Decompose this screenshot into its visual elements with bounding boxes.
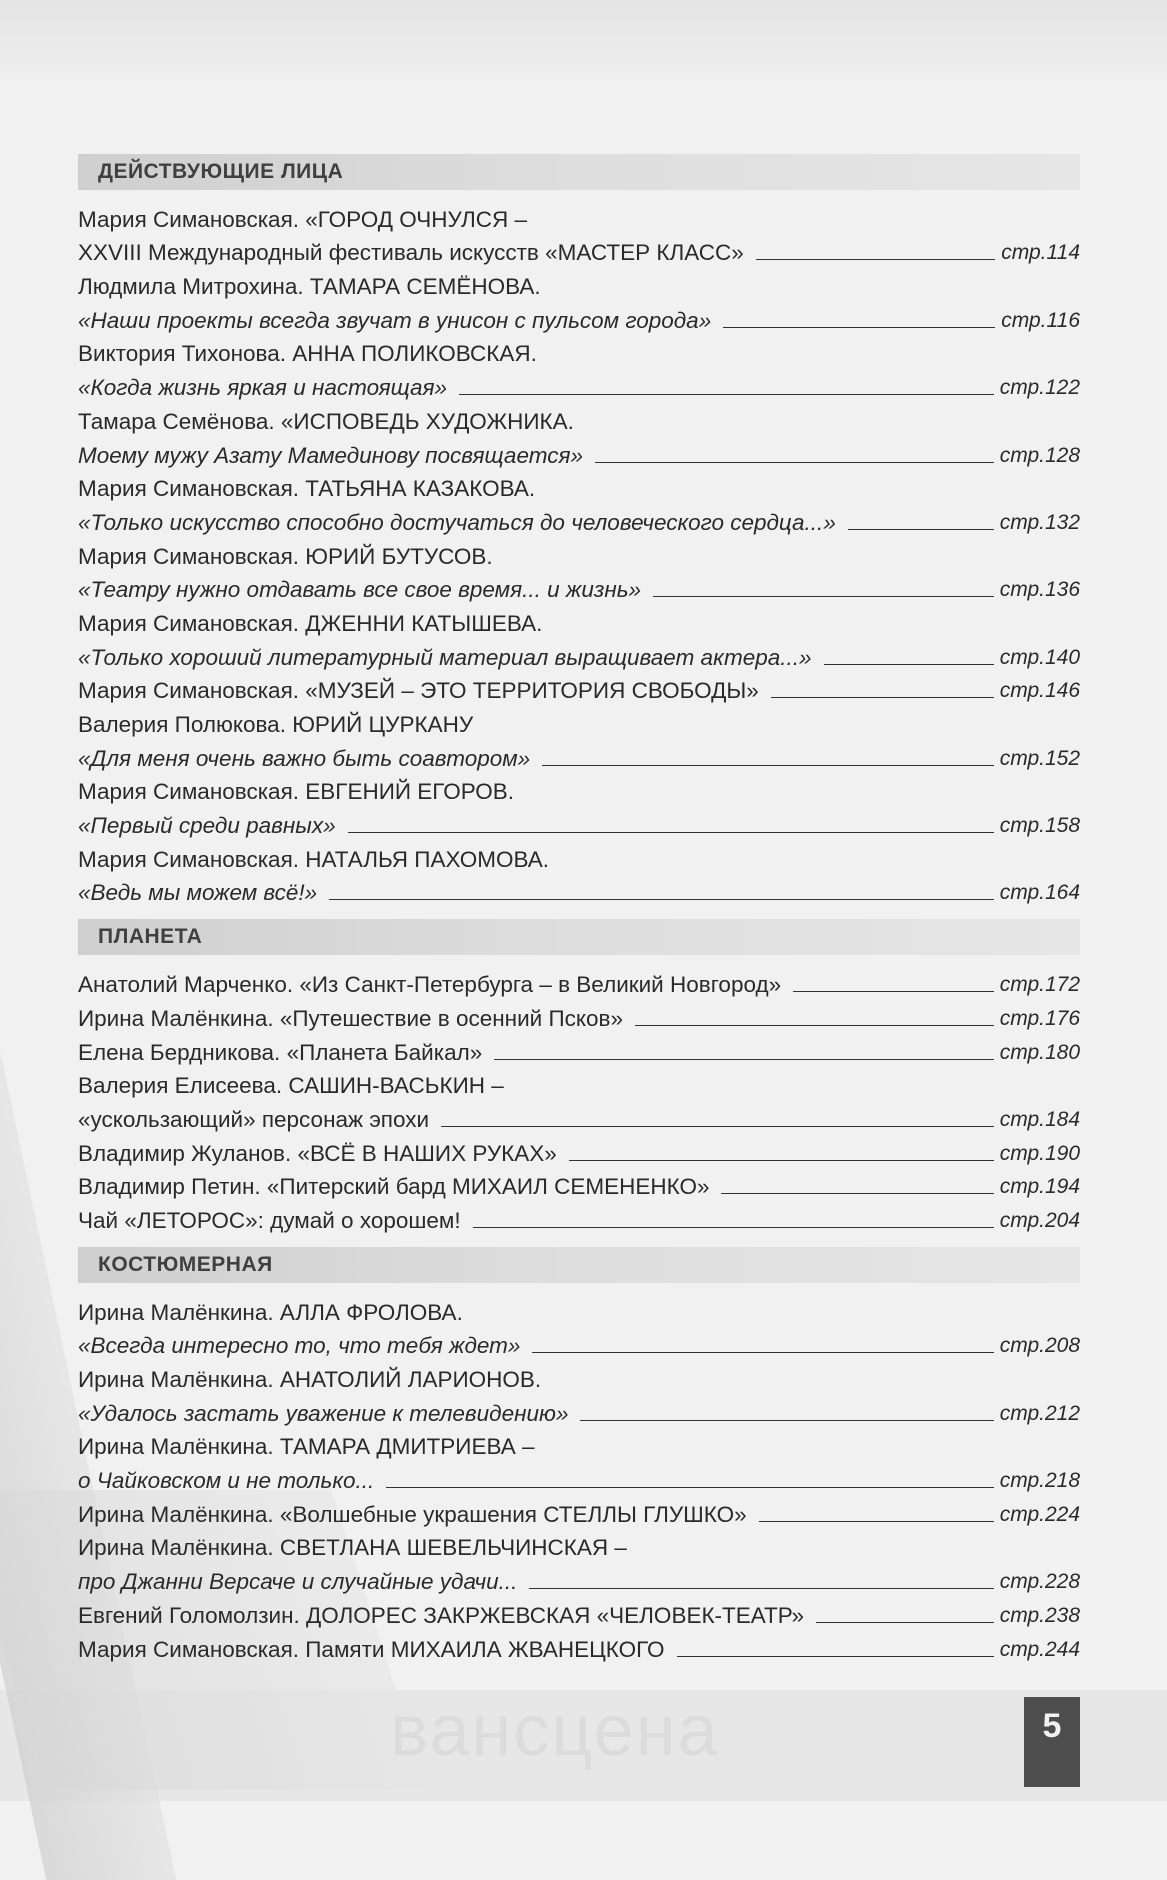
toc-entry-text: Анатолий Марченко. «Из Санкт-Петербурга – в Великий Новгород» — [78, 972, 782, 998]
toc-line — [78, 301, 1080, 335]
toc-entry[interactable] — [78, 672, 1080, 706]
page-number: 5 — [1024, 1697, 1080, 1787]
toc-entry-text: XXVIII Международный фестиваль искусств «МАСТЕР КЛАСС» — [78, 240, 744, 266]
leader-line — [494, 1059, 993, 1060]
toc-entry-text: Тамара Семёнова. «ИСПОВЕДЬ ХУДОЖНИКА. — [78, 408, 574, 434]
leader-line — [759, 1521, 994, 1522]
leader-line — [542, 765, 993, 766]
toc-line — [78, 1033, 1080, 1067]
toc-entry[interactable] — [78, 402, 1080, 469]
toc-line — [78, 604, 1080, 638]
toc-entry[interactable] — [78, 604, 1080, 671]
toc-page-ref: стр.158 — [999, 814, 1080, 838]
toc-entry[interactable] — [78, 1033, 1080, 1067]
toc-line — [78, 503, 1080, 537]
section-header — [78, 1247, 1080, 1283]
leader-line — [653, 596, 994, 597]
toc-entry[interactable] — [78, 1529, 1080, 1596]
toc-line — [78, 335, 1080, 369]
leader-line — [532, 1352, 993, 1353]
toc-line — [78, 1630, 1080, 1664]
toc-page-ref: стр.122 — [999, 376, 1080, 400]
toc-line — [78, 1134, 1080, 1168]
toc-entry-text: про Джанни Версаче и случайные удачи... — [78, 1569, 518, 1595]
toc-entry[interactable] — [78, 1067, 1080, 1134]
toc-entry-text: Моему мужу Азату Мамединову посвящается» — [78, 442, 583, 468]
toc-page-ref: стр.238 — [999, 1603, 1080, 1627]
leader-line — [529, 1588, 993, 1589]
toc-entry[interactable] — [78, 335, 1080, 402]
toc-line — [78, 1495, 1080, 1529]
toc-line — [78, 368, 1080, 402]
section-title: ДЕЙСТВУЮЩИЕ ЛИЦА — [98, 160, 344, 183]
toc-entry-text: «Театру нужно отдавать все свое время... и жизнь» — [78, 577, 642, 603]
toc-entry-text: Мария Симановская. «ГОРОД ОЧНУЛСЯ – — [78, 206, 528, 232]
top-shade — [0, 0, 1167, 80]
leader-line — [677, 1656, 994, 1657]
toc-entry[interactable] — [78, 1630, 1080, 1664]
toc-entry-text: «ускользающий» персонаж эпохи — [78, 1106, 430, 1132]
toc-page-ref: стр.132 — [999, 510, 1080, 534]
toc-page-ref: стр.136 — [999, 578, 1080, 602]
toc-line — [78, 1529, 1080, 1563]
toc-line — [78, 1394, 1080, 1428]
toc-line — [78, 638, 1080, 672]
toc-entry-text: Валерия Елисеева. САШИН-ВАСЬКИН – — [78, 1073, 504, 1099]
toc-line — [78, 402, 1080, 436]
toc-entry-text: Ирина Малёнкина. АНАТОЛИЙ ЛАРИОНОВ. — [78, 1367, 542, 1392]
toc-page-ref: стр.184 — [999, 1107, 1080, 1131]
toc-line — [78, 840, 1080, 874]
toc-entry-text: Чай «ЛЕТОРОС»: думай о хорошем! — [78, 1207, 461, 1233]
toc-entry-text: Ирина Малёнкина. «Волшебные украшения СТЕЛЛЫ ГЛУШКО» — [78, 1501, 747, 1527]
toc-entry-text: Мария Симановская. НАТАЛЬЯ ПАХОМОВА. — [78, 846, 549, 872]
toc-line — [78, 1067, 1080, 1101]
toc-line — [78, 1168, 1080, 1202]
toc-entry-text: Владимир Жуланов. «ВСЁ В НАШИХ РУКАХ» — [78, 1140, 557, 1166]
toc-entry-text: Ирина Малёнкина. ТАМАРА ДМИТРИЕВА – — [78, 1434, 535, 1460]
toc-page-ref: стр.116 — [1001, 308, 1080, 332]
toc-entry-text: Ирина Малёнкина. СВЕТЛАНА ШЕВЕЛЬЧИНСКАЯ – — [78, 1535, 627, 1561]
leader-line — [635, 1025, 994, 1026]
toc-page-ref: стр.224 — [999, 1502, 1080, 1526]
leader-line — [473, 1227, 994, 1228]
toc-entry[interactable] — [78, 470, 1080, 537]
toc-entry-text: «Ведь мы можем всё!» — [78, 880, 318, 906]
toc-entry-text: Мария Симановская. ТАТЬЯНА КАЗАКОВА. — [78, 476, 536, 502]
toc-entry-text: «Для меня очень важно быть соавтором» — [78, 745, 531, 771]
toc-line — [78, 1360, 1080, 1394]
toc-entry-text: Виктория Тихонова. АННА ПОЛИКОВСКАЯ. — [78, 341, 537, 367]
toc-line — [78, 267, 1080, 301]
toc-entry[interactable] — [78, 705, 1080, 772]
toc-entry-text: Ирина Малёнкина. «Путешествие в осенний Псков» — [78, 1005, 623, 1031]
toc-line — [78, 705, 1080, 739]
leader-line — [569, 1160, 994, 1161]
leader-line — [348, 832, 994, 833]
toc-line — [78, 234, 1080, 268]
leader-line — [848, 529, 994, 530]
toc-entry-text: Мария Симановская. ЮРИЙ БУТУСОВ. — [78, 543, 493, 569]
toc-entry-text: «Наши проекты всегда звучат в унисон с пульсом города» — [78, 307, 712, 333]
toc-entry[interactable] — [78, 1360, 1080, 1427]
leader-line — [793, 991, 994, 992]
section-title: КОСТЮМЕРНАЯ — [98, 1252, 273, 1276]
toc-entry-text: Ирина Малёнкина. АЛЛА ФРОЛОВА. — [78, 1299, 463, 1325]
toc-entry-text: Людмила Митрохина. ТАМАРА СЕМЁНОВА. — [78, 274, 541, 300]
toc-page-ref: стр.164 — [999, 881, 1080, 905]
toc-entry[interactable] — [78, 1134, 1080, 1168]
section-header — [78, 154, 1080, 190]
toc-line — [78, 874, 1080, 908]
toc-entry-text: «Только искусство способно достучаться до человеческого сердца...» — [78, 509, 836, 535]
toc-line — [78, 1461, 1080, 1495]
toc-line — [78, 806, 1080, 840]
toc-line — [78, 1327, 1080, 1361]
toc-entry[interactable] — [78, 1495, 1080, 1529]
toc-entry[interactable] — [78, 999, 1080, 1033]
leader-line — [459, 394, 994, 395]
toc-entry[interactable] — [78, 1596, 1080, 1630]
toc-page-ref: стр.190 — [999, 1141, 1080, 1165]
leader-line — [595, 462, 994, 463]
toc-line — [78, 1100, 1080, 1134]
toc-line — [78, 436, 1080, 470]
toc-page-ref: стр.172 — [999, 973, 1080, 997]
toc-page-ref: стр.146 — [999, 679, 1080, 703]
section-header — [78, 919, 1080, 955]
toc-entry[interactable] — [78, 1201, 1080, 1235]
toc-line — [78, 537, 1080, 571]
leader-line — [329, 899, 994, 900]
toc-entry-text: «Когда жизнь яркая и настоящая» — [78, 375, 448, 401]
toc-entry[interactable] — [78, 1168, 1080, 1202]
leader-line — [816, 1622, 994, 1623]
toc-line — [78, 672, 1080, 706]
toc-line — [78, 1428, 1080, 1462]
section-spacer — [78, 1664, 1080, 1668]
magazine-brand: вансцена — [390, 1691, 720, 1771]
leader-line — [824, 664, 994, 665]
toc-page-ref: стр.114 — [1001, 241, 1080, 265]
toc-entry-text: Евгений Голомолзин. ДОЛОРЕС ЗАКРЖЕВСКАЯ «ЧЕЛОВЕК-ТЕАТР» — [78, 1602, 805, 1628]
toc-page-ref: стр.140 — [999, 645, 1080, 669]
toc-entry[interactable] — [78, 773, 1080, 840]
leader-line — [723, 327, 995, 328]
toc-line — [78, 1293, 1080, 1327]
toc-line — [78, 999, 1080, 1033]
toc-page-ref: стр.208 — [999, 1334, 1080, 1358]
toc-entry-text: Валерия Полюкова. ЮРИЙ ЦУРКАНУ — [78, 712, 474, 737]
toc-line — [78, 773, 1080, 807]
toc-line — [78, 200, 1080, 234]
toc-page-ref: стр.228 — [999, 1570, 1080, 1594]
toc-page-ref: стр.212 — [999, 1401, 1080, 1425]
table-of-contents — [78, 146, 1080, 1668]
toc-entry-text: Елена Бердникова. «Планета Байкал» — [78, 1039, 483, 1065]
toc-entry-text: Владимир Петин. «Питерский бард МИХАИЛ СЕМЕНЕНКО» — [78, 1174, 710, 1200]
toc-page-ref: стр.194 — [999, 1175, 1080, 1199]
toc-line — [78, 571, 1080, 605]
leader-line — [441, 1126, 994, 1127]
toc-page-ref: стр.218 — [999, 1469, 1080, 1493]
toc-entry[interactable] — [78, 537, 1080, 604]
toc-entry[interactable] — [78, 1293, 1080, 1360]
toc-page-ref: стр.244 — [999, 1637, 1080, 1661]
toc-entry-text: «Всегда интересно то, что тебя ждет» — [78, 1333, 521, 1359]
toc-line — [78, 739, 1080, 773]
leader-line — [721, 1193, 993, 1194]
toc-line — [78, 1562, 1080, 1596]
toc-entry-text: «Удалось застать уважение к телевидению» — [78, 1400, 569, 1426]
toc-entry-text: «Только хороший литературный материал выращивает актера...» — [78, 644, 812, 670]
toc-entry[interactable] — [78, 200, 1080, 267]
toc-entry-text: о Чайковском и не только... — [78, 1468, 375, 1494]
toc-entry[interactable] — [78, 840, 1080, 907]
toc-entry-text: Мария Симановская. Памяти МИХАИЛА ЖВАНЕЦКОГО — [78, 1636, 665, 1662]
toc-entry-text: Мария Симановская. ЕВГЕНИЙ ЕГОРОВ. — [78, 779, 515, 805]
leader-line — [580, 1420, 993, 1421]
toc-entry[interactable] — [78, 1428, 1080, 1495]
section-spacer — [78, 907, 1080, 911]
toc-entry-text: Мария Симановская. «МУЗЕЙ – ЭТО ТЕРРИТОРИЯ СВОБОДЫ» — [78, 678, 759, 704]
toc-line — [78, 470, 1080, 504]
leader-line — [756, 259, 995, 260]
toc-page-ref: стр.180 — [999, 1040, 1080, 1064]
toc-page-ref: стр.204 — [999, 1208, 1080, 1232]
toc-line — [78, 1201, 1080, 1235]
toc-entry-text: «Первый среди равных» — [78, 813, 336, 839]
toc-entry[interactable] — [78, 965, 1080, 999]
toc-page-ref: стр.176 — [999, 1006, 1080, 1030]
leader-line — [386, 1487, 993, 1488]
leader-line — [771, 697, 994, 698]
section-spacer — [78, 1235, 1080, 1239]
toc-entry-text: Мария Симановская. ДЖЕННИ КАТЫШЕВА. — [78, 610, 543, 636]
toc-page-ref: стр.128 — [999, 443, 1080, 467]
toc-page-ref: стр.152 — [999, 746, 1080, 770]
toc-line — [78, 965, 1080, 999]
section-title: ПЛАНЕТА — [98, 925, 203, 949]
toc-line — [78, 1596, 1080, 1630]
toc-entry[interactable] — [78, 267, 1080, 334]
